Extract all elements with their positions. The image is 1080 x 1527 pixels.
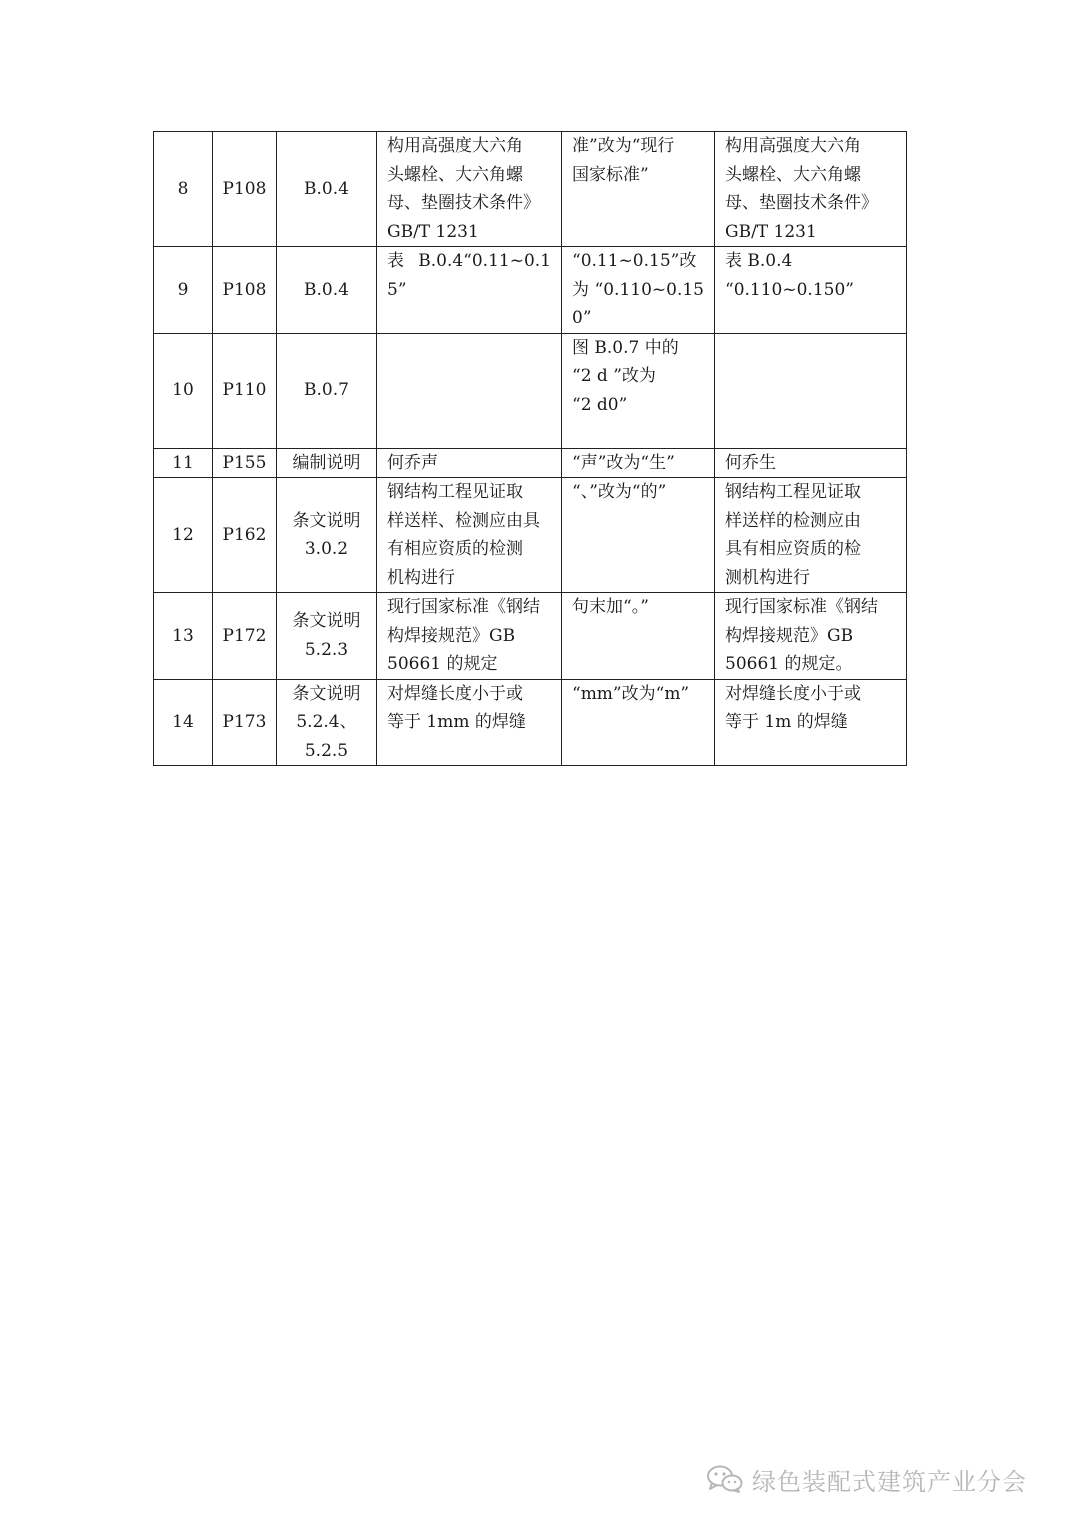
cell-original-line: 等于 1mm 的焊缝: [387, 712, 526, 732]
cell-clause-line: 5.2.3: [304, 639, 349, 660]
cell-corrected: [715, 333, 907, 448]
cell-corrected: [715, 247, 907, 334]
cell-original-line: 现行国家标准《钢结: [387, 597, 540, 617]
cell-corrected-line: 何乔生: [725, 452, 776, 473]
cell-corrected-line: 等于 1m 的焊缝: [725, 712, 848, 732]
cell-corrected-line: “0.110~0.150”: [725, 279, 854, 300]
cell-corrected-line: 头螺栓、大六角螺: [725, 164, 861, 185]
cell-original: [377, 448, 562, 478]
cell-corrected: [715, 448, 907, 478]
cell-page: P108: [213, 132, 277, 247]
cell-corrected-line: 钢结构工程见证取: [725, 482, 861, 502]
cell-clause: [277, 679, 377, 766]
cell-change-line: 句末加“。”: [572, 597, 649, 617]
cell-page: P108: [213, 247, 277, 334]
cell-corrected-line: 母、垫圈技术条件》: [725, 193, 878, 213]
cell-change: [562, 247, 715, 334]
cell-change: [562, 132, 715, 247]
cell-original-line: 对焊缝长度小于或: [387, 683, 523, 704]
cell-clause: [277, 132, 377, 247]
cell-change: [562, 448, 715, 478]
cell-change-line: 图 B.0.7 中的: [572, 337, 679, 358]
cell-change-line: 为“0.110~0.150”: [572, 279, 704, 328]
watermark-text: 绿色装配式建筑产业分会: [752, 1467, 1027, 1496]
cell-page: P155: [213, 448, 277, 478]
cell-original-line: 何乔声: [387, 452, 438, 473]
cell-change-line: “mm”改为“m”: [572, 683, 690, 704]
cell-corrected: [715, 593, 907, 680]
cell-corrected-line: 样送样的检测应由: [725, 510, 861, 531]
cell-clause-line: B.0.4: [304, 279, 349, 300]
table-row: [154, 679, 907, 766]
cell-corrected-line: 测机构进行: [725, 567, 810, 588]
cell-corrected-line: GB/T 1231: [725, 221, 817, 242]
watermark: [706, 1462, 1027, 1496]
cell-clause-line: 3.0.2: [304, 539, 349, 559]
cell-clause-line: B.0.7: [304, 380, 349, 401]
cell-change: [562, 593, 715, 680]
cell-change-line: “0.11~0.15”改: [572, 251, 697, 271]
cell-clause-line: 5.2.5: [304, 740, 349, 761]
cell-original: [377, 679, 562, 766]
table-row: [154, 448, 907, 478]
cell-original-line: 表 B.0.4“0.11~0.15”: [387, 251, 551, 300]
cell-page: P172: [213, 593, 277, 680]
table-row: [154, 333, 907, 448]
cell-number: 9: [154, 247, 213, 334]
cell-clause: [277, 593, 377, 680]
table-row: [154, 593, 907, 680]
cell-corrected-line: 现行国家标准《钢结: [725, 597, 878, 617]
cell-clause-line: B.0.4: [304, 178, 349, 199]
cell-change: [562, 478, 715, 593]
cell-change-line: “2 d ”改为: [572, 366, 656, 386]
cell-clause-line: 条文说明: [292, 510, 361, 531]
cell-number: 8: [154, 132, 213, 247]
cell-corrected: [715, 478, 907, 593]
cell-corrected: [715, 679, 907, 766]
cell-clause-line: 条文说明: [292, 683, 361, 704]
cell-original-line: 钢结构工程见证取: [387, 482, 523, 502]
cell-original: [377, 593, 562, 680]
cell-original-line: 头螺栓、大六角螺: [387, 164, 523, 185]
cell-corrected-line: 具有相应资质的检: [725, 539, 861, 559]
cell-corrected: [715, 132, 907, 247]
cell-page: P173: [213, 679, 277, 766]
cell-change-line: 准”改为“现行: [572, 136, 675, 156]
cell-original-line: 有相应资质的检测: [387, 539, 523, 559]
cell-change: [562, 679, 715, 766]
cell-original-line: 机构进行: [387, 567, 455, 588]
cell-corrected-line: 构用高强度大六角: [725, 136, 861, 156]
cell-number: 12: [154, 478, 213, 593]
cell-change: [562, 333, 715, 448]
cell-original: [377, 132, 562, 247]
cell-change-line: “、”改为“的”: [572, 482, 667, 502]
errata-table-body: [154, 132, 907, 766]
cell-corrected-line: 表 B.0.4: [725, 251, 793, 271]
cell-original: [377, 478, 562, 593]
cell-change-line: 国家标准”: [572, 164, 649, 185]
cell-clause-line: 条文说明: [292, 611, 361, 632]
cell-number: 11: [154, 448, 213, 478]
cell-change-line: “2 d0”: [572, 394, 628, 415]
cell-page: P110: [213, 333, 277, 448]
cell-clause: [277, 448, 377, 478]
cell-clause-line: 编制说明: [292, 452, 361, 473]
table-row: [154, 132, 907, 247]
errata-table: [153, 131, 907, 766]
wechat-icon: [706, 1464, 744, 1494]
table-row: [154, 478, 907, 593]
cell-clause: [277, 247, 377, 334]
cell-original-line: 母、垫圈技术条件》: [387, 193, 540, 213]
cell-number: 13: [154, 593, 213, 680]
cell-original-line: 构用高强度大六角: [387, 136, 523, 156]
table-row: [154, 247, 907, 334]
cell-number: 10: [154, 333, 213, 448]
cell-number: 14: [154, 679, 213, 766]
cell-original-line: 构焊接规范》GB: [387, 625, 516, 646]
cell-original-line: GB/T 1231: [387, 221, 479, 242]
cell-corrected-line: 50661 的规定。: [725, 654, 853, 674]
cell-original-line: 样送样、检测应由具: [387, 510, 540, 531]
cell-clause: [277, 333, 377, 448]
cell-original: [377, 333, 562, 448]
cell-page: P162: [213, 478, 277, 593]
cell-change-line: “声”改为“生”: [572, 452, 675, 473]
cell-corrected-line: 构焊接规范》GB: [725, 625, 854, 646]
cell-clause-line: 5.2.4、: [296, 712, 357, 732]
cell-corrected-line: 对焊缝长度小于或: [725, 683, 861, 704]
cell-clause: [277, 478, 377, 593]
cell-original-line: 50661 的规定: [387, 654, 498, 674]
cell-original: [377, 247, 562, 334]
